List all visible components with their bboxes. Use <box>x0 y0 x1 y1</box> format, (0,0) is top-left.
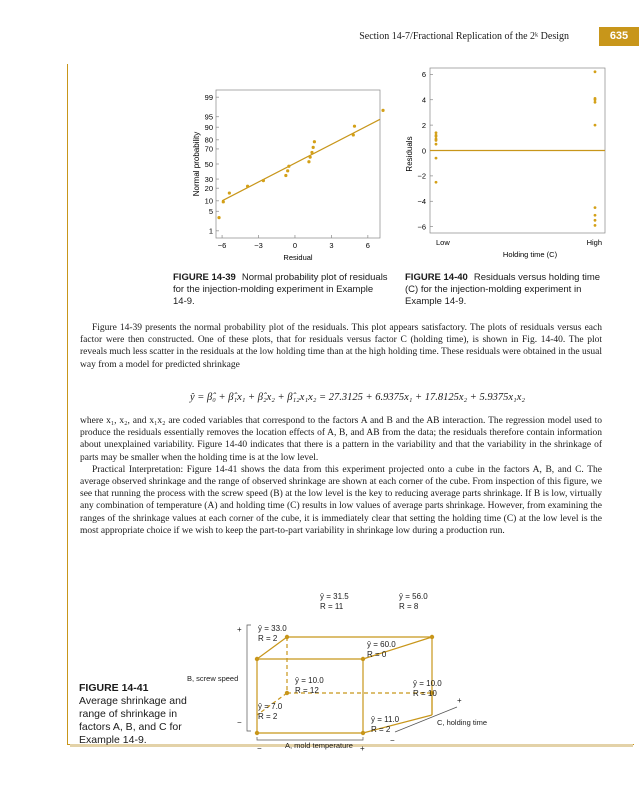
data-point <box>262 179 265 182</box>
b-axis-bracket <box>247 625 251 731</box>
figure-14-39-caption-text: Normal probability plot of residuals for the injection-molding experiment in Example 14-9. <box>173 272 388 307</box>
fit-line <box>222 119 380 200</box>
corner-label-mean: ȳ = 60.0 <box>367 640 396 649</box>
residual-point <box>594 206 597 209</box>
ytick-label: −2 <box>417 171 426 181</box>
xtick-label: 3 <box>329 241 334 250</box>
cube-corner <box>361 731 365 735</box>
ytick-label: 20 <box>204 183 213 193</box>
f40-xtick-high: High <box>586 238 602 247</box>
residual-point <box>435 131 438 134</box>
cube-corner <box>430 635 434 639</box>
ytick-label: 2 <box>421 120 426 130</box>
data-point <box>312 146 315 149</box>
a-plus: + <box>360 744 365 753</box>
corner-label-mean: ȳ = 56.0 <box>399 592 428 601</box>
b-plus: + <box>237 625 242 634</box>
normal-probability-plot <box>190 88 390 263</box>
ytick-label: 70 <box>204 144 213 154</box>
figure-14-40-label: FIGURE 14-40 <box>405 272 468 283</box>
ytick-label: −6 <box>417 222 426 232</box>
data-point <box>352 133 355 136</box>
residual-point <box>594 214 597 217</box>
ytick-label: 50 <box>204 159 213 169</box>
data-point <box>228 191 231 194</box>
b-axis-label: B, screw speed <box>187 674 239 683</box>
corner-label-range: R = 2 <box>258 634 278 643</box>
plot39-frame <box>216 90 380 238</box>
figure-14-39-caption <box>173 272 388 308</box>
corner-label-range: R = 2 <box>371 725 391 734</box>
cube-corner <box>255 731 259 735</box>
figure-14-41-label: FIGURE 14-41 <box>79 682 149 694</box>
c-plus: + <box>457 696 462 705</box>
ytick-label: 1 <box>208 226 213 236</box>
c-minus: − <box>390 736 395 745</box>
data-point <box>246 185 249 188</box>
running-header: Section 14-7/Fractional Replication of the 2ᵏ Design <box>359 31 569 42</box>
f39-ylabel: Normal probability <box>192 131 201 197</box>
residual-point <box>594 124 597 127</box>
corner-label-range: R = 2 <box>258 712 278 721</box>
corner-label-mean: ȳ = 11.0 <box>371 715 400 724</box>
xtick-label: −3 <box>254 241 263 250</box>
xtick-label: 6 <box>365 241 370 250</box>
figure-14-40-caption <box>405 272 605 308</box>
residual-point <box>594 97 597 100</box>
cube-corner <box>255 657 259 661</box>
xtick-label: −6 <box>217 241 227 250</box>
data-point <box>286 169 289 172</box>
corner-label-mean: ȳ = 33.0 <box>258 624 287 633</box>
data-point <box>284 174 287 177</box>
corner-label-range: R = 8 <box>399 602 419 611</box>
corner-label-range: R = 11 <box>320 602 344 611</box>
data-point <box>310 151 313 154</box>
c-axis-label: C, holding time <box>437 718 488 727</box>
paragraph-1-text: Figure 14-39 presents the normal probability plot of the residuals. This plot appears satisfactory. The plots of residuals versus each factor were then constructed. One of these plots, that for residuals versus factor C (holding time), is shown in Fig. 14-40. The plot reveals much less scatter in the residuals at the low holding time than at the high holding time. These residuals were obtained in the usual way from a model for predicted shrinkage <box>80 323 602 370</box>
ytick-label: 80 <box>204 135 213 145</box>
figure-14-41-caption <box>79 682 189 747</box>
residual-point <box>594 70 597 73</box>
residual-point <box>435 143 438 146</box>
paragraph-2-text: where x₁, x₂, and x₁x₂ are coded variables that correspond to the factors A and B and the AB interaction. The regression model used to produce the residuals essentially removes the location effects of A, B, and AB from the data; the residuals therefore contain information about unexplained variability. Figure 14-40 indicates that there is a pattern in the variability and that the variability in the shrinkage of parts may be smaller when the holding time is at the low level. <box>80 416 602 463</box>
corner-label-mean: ȳ = 10.0 <box>413 679 442 688</box>
figure-14-40-caption-text: Residuals versus holding time (C) for the injection-molding experiment in Example 14-9. <box>405 272 601 307</box>
corner-label-range: R = 0 <box>367 650 387 659</box>
b-minus: − <box>237 718 242 727</box>
corner-label-range: R = 10 <box>413 689 437 698</box>
ytick-label: 95 <box>204 112 213 122</box>
ytick-label: 10 <box>204 196 213 206</box>
residual-point <box>594 101 597 104</box>
cube-plot <box>185 585 505 755</box>
paragraph-2 <box>80 415 602 537</box>
a-axis-label: A, mold temperature <box>285 741 353 750</box>
corner-label-mean: ȳ = 31.5 <box>320 592 349 601</box>
data-point <box>309 156 312 159</box>
residual-point <box>435 157 438 160</box>
residuals-vs-holding-time-plot <box>400 66 610 266</box>
residual-point <box>435 134 438 137</box>
corner-label-range: R = 12 <box>295 686 319 695</box>
cube-corner <box>361 657 365 661</box>
residual-point <box>435 138 438 141</box>
f39-xlabel: Residual <box>283 253 313 262</box>
figure-14-39-label: FIGURE 14-39 <box>173 272 236 283</box>
data-point <box>381 109 384 112</box>
f40-ylabel: Residuals <box>405 136 414 172</box>
ytick-label: 99 <box>204 92 213 102</box>
data-point <box>287 165 290 168</box>
ytick-label: 6 <box>421 70 426 80</box>
a-axis-bracket <box>257 737 363 740</box>
ytick-label: 90 <box>204 122 213 132</box>
corner-label-mean: ȳ = 7.0 <box>258 702 283 711</box>
residual-point <box>435 181 438 184</box>
data-point <box>222 200 225 203</box>
f40-xtick-low: Low <box>436 238 450 247</box>
cube-corner <box>285 691 289 695</box>
data-point <box>217 216 220 219</box>
ytick-label: 0 <box>421 146 426 156</box>
corner-label-mean: ȳ = 10.0 <box>295 676 324 685</box>
paragraph-3-text: Practical Interpretation: Figure 14-41 shows the data from this experiment projected onto a cube in the factors A, B, and C. The average observed shrinkage and the range of observed shrinkage are shown at each corner of the cube. From inspection of this figure, we see that running the process with the screw speed (B) at the low level is the key to reducing average parts shrinkage. If B is low, virtually any combination of temperature (A) and holding time (C) results in low values of average parts shrinkage. However, from examining the ranges of the shrinkage values at each corner of the cube, it is immediately clear that setting the holding time (C) at the low level is the most appropriate choice if we wish to keep the part-to-part variability in shrinkage low during a production run. <box>80 464 602 536</box>
data-point <box>353 125 356 128</box>
figure-14-41-caption-text: Average shrinkage and range of shrinkage in factors A, B, and C for Example 14-9. <box>79 695 187 746</box>
shrinkage-model-equation: ŷ = β̂₀ + β̂₁x₁ + β̂₂x₂ + β̂₁₂x₁x₂ = 27.3125 + 6.9375x₁ + 17.8125x₂ + 5.9375x₁x₂ <box>190 392 526 403</box>
residual-point <box>594 224 597 227</box>
page-number-badge: 635 <box>599 27 639 46</box>
a-minus: − <box>257 744 262 753</box>
data-point <box>307 160 310 163</box>
ytick-label: 30 <box>204 174 213 184</box>
ytick-label: −4 <box>417 197 426 207</box>
cube-corner <box>285 635 289 639</box>
residual-point <box>594 219 597 222</box>
f40-xlabel: Holding time (C) <box>502 250 558 259</box>
data-point <box>313 140 316 143</box>
paragraph-1 <box>80 322 602 371</box>
ytick-label: 4 <box>421 95 426 105</box>
xtick-label: 0 <box>292 241 298 250</box>
ytick-label: 5 <box>208 207 213 217</box>
